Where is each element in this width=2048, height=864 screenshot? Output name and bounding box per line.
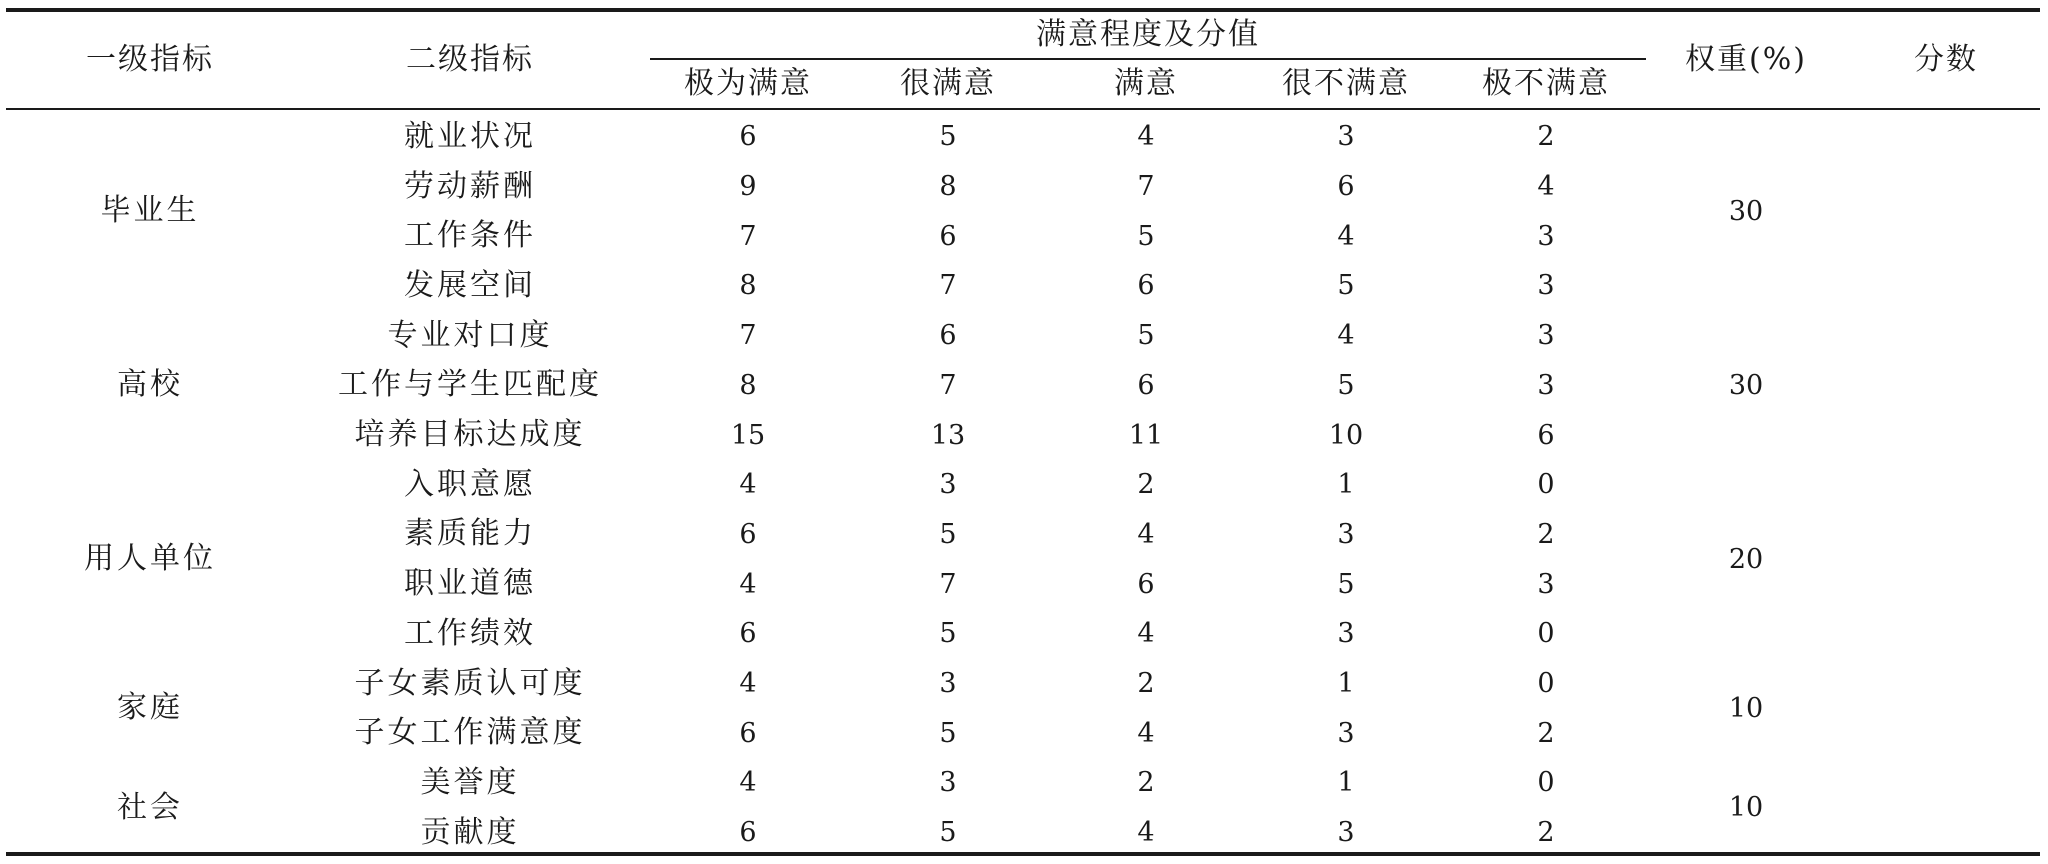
group-label: 家庭 [117, 690, 183, 726]
score-extremely-satisfied: 9 [739, 171, 757, 203]
score-extremely-satisfied: 6 [739, 717, 757, 749]
header-score: 分数 [1914, 42, 1978, 77]
header-satisfaction: 满意程度及分值 [1036, 17, 1260, 52]
header-level-satisfied: 满意 [1114, 66, 1178, 101]
score-very-satisfied: 8 [939, 171, 957, 203]
score-very-satisfied: 3 [939, 767, 957, 799]
score-very-satisfied: 7 [939, 369, 957, 401]
group-weight: 20 [1728, 543, 1764, 575]
score-satisfied: 5 [1137, 220, 1155, 252]
score-very-dissatisfied: 3 [1337, 817, 1355, 849]
score-very-dissatisfied: 10 [1328, 419, 1364, 451]
score-extremely-dissatisfied: 0 [1537, 668, 1555, 700]
group-label: 高校 [117, 367, 183, 403]
header-bottom-rule [6, 108, 2040, 110]
score-extremely-satisfied: 6 [739, 618, 757, 650]
score-very-satisfied: 3 [939, 668, 957, 700]
indicator-label: 美誉度 [420, 764, 520, 800]
score-extremely-dissatisfied: 0 [1537, 618, 1555, 650]
indicator-label: 工作与学生匹配度 [338, 367, 602, 403]
indicator-label: 贡献度 [420, 814, 520, 850]
score-very-satisfied: 5 [939, 518, 957, 550]
group-label: 用人单位 [84, 541, 216, 577]
score-very-dissatisfied: 1 [1337, 668, 1355, 700]
group-label: 社会 [117, 789, 183, 825]
score-extremely-satisfied: 6 [739, 817, 757, 849]
score-satisfied: 6 [1137, 568, 1155, 600]
score-satisfied: 4 [1137, 618, 1155, 650]
score-very-dissatisfied: 1 [1337, 767, 1355, 799]
score-very-satisfied: 5 [939, 817, 957, 849]
score-very-dissatisfied: 3 [1337, 121, 1355, 153]
indicator-label: 工作条件 [404, 218, 536, 254]
indicator-label: 子女素质认可度 [354, 665, 586, 701]
score-extremely-dissatisfied: 3 [1537, 568, 1555, 600]
header-weight: 权重(%) [1685, 42, 1807, 77]
score-satisfied: 6 [1137, 270, 1155, 302]
header-level-very-satisfied: 很满意 [900, 66, 996, 101]
group-weight: 10 [1728, 792, 1764, 824]
score-extremely-dissatisfied: 3 [1537, 369, 1555, 401]
header-level-extremely-satisfied: 极为满意 [684, 66, 812, 101]
score-satisfied: 4 [1137, 717, 1155, 749]
indicator-label: 就业状况 [404, 118, 536, 154]
score-satisfied: 4 [1137, 817, 1155, 849]
header-level-very-dissatisfied: 很不满意 [1282, 66, 1410, 101]
score-very-satisfied: 7 [939, 568, 957, 600]
score-extremely-satisfied: 8 [739, 270, 757, 302]
score-extremely-satisfied: 15 [730, 419, 766, 451]
score-very-satisfied: 13 [930, 419, 966, 451]
score-extremely-dissatisfied: 6 [1537, 419, 1555, 451]
score-very-dissatisfied: 3 [1337, 618, 1355, 650]
header-level2: 二级指标 [406, 42, 534, 77]
score-very-satisfied: 5 [939, 618, 957, 650]
score-extremely-satisfied: 4 [739, 767, 757, 799]
header-level1: 一级指标 [86, 42, 214, 77]
score-very-dissatisfied: 4 [1337, 220, 1355, 252]
score-extremely-dissatisfied: 0 [1537, 469, 1555, 501]
group-label: 毕业生 [100, 193, 200, 229]
score-extremely-satisfied: 6 [739, 518, 757, 550]
group-weight: 30 [1728, 369, 1764, 401]
score-satisfied: 2 [1137, 668, 1155, 700]
score-extremely-dissatisfied: 4 [1537, 171, 1555, 203]
score-extremely-satisfied: 4 [739, 469, 757, 501]
score-extremely-dissatisfied: 2 [1537, 518, 1555, 550]
score-very-dissatisfied: 5 [1337, 270, 1355, 302]
score-extremely-satisfied: 7 [739, 220, 757, 252]
indicator-label: 职业道德 [404, 566, 536, 602]
score-very-dissatisfied: 3 [1337, 717, 1355, 749]
indicator-label: 子女工作满意度 [354, 715, 586, 751]
indicator-label: 入职意愿 [404, 466, 536, 502]
score-extremely-satisfied: 4 [739, 668, 757, 700]
score-very-satisfied: 3 [939, 469, 957, 501]
score-very-satisfied: 6 [939, 320, 957, 352]
score-extremely-satisfied: 4 [739, 568, 757, 600]
score-satisfied: 4 [1137, 121, 1155, 153]
score-satisfied: 5 [1137, 320, 1155, 352]
score-very-dissatisfied: 5 [1337, 568, 1355, 600]
score-extremely-dissatisfied: 2 [1537, 717, 1555, 749]
score-very-satisfied: 6 [939, 220, 957, 252]
score-extremely-dissatisfied: 3 [1537, 220, 1555, 252]
group-weight: 10 [1728, 692, 1764, 724]
score-satisfied: 4 [1137, 518, 1155, 550]
score-very-satisfied: 5 [939, 717, 957, 749]
group-weight: 30 [1728, 195, 1764, 227]
score-very-dissatisfied: 5 [1337, 369, 1355, 401]
score-very-satisfied: 7 [939, 270, 957, 302]
score-extremely-satisfied: 6 [739, 121, 757, 153]
indicator-label: 素质能力 [404, 516, 536, 552]
score-satisfied: 2 [1137, 767, 1155, 799]
score-very-dissatisfied: 1 [1337, 469, 1355, 501]
score-very-dissatisfied: 3 [1337, 518, 1355, 550]
score-extremely-dissatisfied: 0 [1537, 767, 1555, 799]
score-extremely-satisfied: 8 [739, 369, 757, 401]
score-very-dissatisfied: 6 [1337, 171, 1355, 203]
score-very-satisfied: 5 [939, 121, 957, 153]
header-level-extremely-dissatisfied: 极不满意 [1482, 66, 1610, 101]
indicator-label: 发展空间 [404, 267, 536, 303]
score-satisfied: 6 [1137, 369, 1155, 401]
score-extremely-dissatisfied: 2 [1537, 817, 1555, 849]
score-satisfied: 11 [1128, 419, 1164, 451]
score-satisfied: 7 [1137, 171, 1155, 203]
score-very-dissatisfied: 4 [1337, 320, 1355, 352]
indicator-label: 工作绩效 [404, 615, 536, 651]
indicator-label: 培养目标达成度 [354, 417, 586, 453]
score-extremely-dissatisfied: 2 [1537, 121, 1555, 153]
score-extremely-dissatisfied: 3 [1537, 320, 1555, 352]
score-satisfied: 2 [1137, 469, 1155, 501]
score-extremely-satisfied: 7 [739, 320, 757, 352]
score-extremely-dissatisfied: 3 [1537, 270, 1555, 302]
indicator-label: 专业对口度 [387, 317, 553, 353]
indicator-label: 劳动薪酬 [404, 168, 536, 204]
